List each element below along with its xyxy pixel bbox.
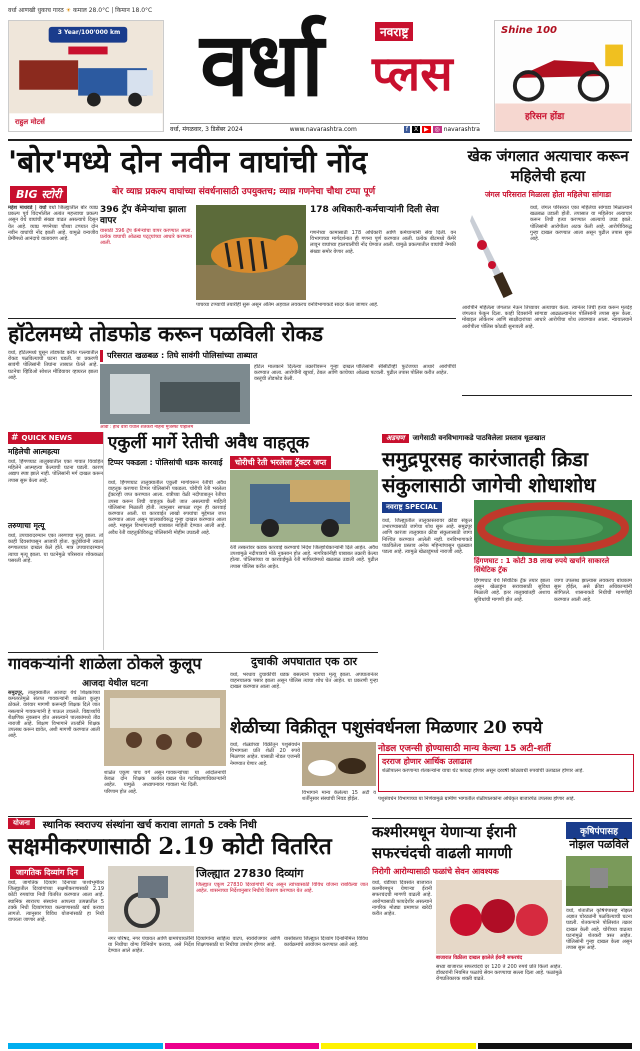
masthead-subtitle: प्लस xyxy=(372,46,453,102)
stadium-kicker-bar xyxy=(382,432,632,444)
accident-headline: दुचाकी अपघातात एक ठार xyxy=(250,655,358,668)
cyan-mark xyxy=(8,1043,163,1049)
stadium-kicker: जागेसाठी वनविभागाकडे पाठविलेला प्रस्ताव धूळखात xyxy=(412,433,546,442)
quick-news-item-2: तरुणाचा मृत्यू xyxy=(8,521,45,530)
farm-photo xyxy=(566,856,632,906)
school-photo xyxy=(104,690,226,766)
weather-strip: वर्धा आणखी धुकाच गारठ ☀ कमाल 28.0°C | किमान 18.0°C xyxy=(8,7,153,14)
milk-body-3: पशुसंवर्धन विभागाच्या या निर्णयामुळे ग्रामीण भागातील शेळीपालकांना अधिकृत बाजारपेठ उपलब्ध होणार आहे. xyxy=(378,796,576,802)
milk-box-title: दरराज होणार आर्थिक उलाढाल xyxy=(382,757,472,766)
apple-body-1: वर्धा, थंडीच्या दिवसांत बाजारात कश्मीरमधून येणाऱ्या ईरानी सफरचंदची मागणी वाढली आहे. आरोग्यासाठी फायदेशीर असल्याने नागरिक मोठ्या प्रमाणात खरेदी करीत आहेत. xyxy=(372,880,432,918)
hotel-headline: हॉटेलमध्ये तोडफोड करून पळविली रोकड xyxy=(8,321,323,346)
yojana-headline: स्थानिक स्वराज्य संस्थांना खर्च करावा लागतो 5 टक्के निधी xyxy=(42,819,257,831)
x-icon[interactable]: X xyxy=(413,126,419,133)
ad-right-bike xyxy=(494,20,632,132)
disability-stat: जिल्ह्यात 27830 दिव्यांग xyxy=(196,867,304,880)
lead-sub-2: 178 अधिकारी-कर्मचाऱ्यांनी दिली सेवा xyxy=(310,205,439,215)
bhavak-box xyxy=(462,395,632,396)
temp-min: किमान 18.0°C xyxy=(115,7,153,14)
dateline-bar xyxy=(170,123,480,136)
quick-news-title: QUICK NEWS xyxy=(21,434,73,442)
sand-deck: चोरीची रेती भरलेला ट्रॅक्टर जप्त xyxy=(230,456,331,469)
temp-max: कमाल 28.0°C xyxy=(73,7,110,14)
ad-left-headline: 3 Year/100'000 km xyxy=(57,29,121,36)
quick-news-panel xyxy=(8,432,104,650)
hotel-deck: परिसरात खळबळ : तिघे सावंगी पोलिसांच्या ताब्यात xyxy=(100,350,456,362)
farm-body: वर्धा, शेतातील कृषिपंपासह नोझल अज्ञात चोरट्यांनी पळविल्याची घटना घडली. शेतकऱ्याने पोलिसांत तक्रार दाखल केली आहे. चोरीच्या वाढत्या घटनांमुळे शेतकरी त्रस्त आहेत. पोलिसांनी गुन्हा दाखल केला असून तपास सुरू आहे. xyxy=(566,908,632,952)
disability-stat-body: जिल्ह्यात एकूण 27830 दिव्यांगांची नोंद असून त्यांच्यासाठी विविध योजना राबविल्या जात आहेत. शासनाच्या निर्देशानुसार निधीचे वितरण करण्यात येत आहे. xyxy=(196,882,368,895)
apple-photo xyxy=(436,880,562,954)
magenta-mark xyxy=(165,1043,320,1049)
apple-body-2: सध्या बाजारात सफरचंदचे दर 120 ते 200 रुपये प्रति किलो आहेत. डॉक्टरांनी नियमित फळांचे सेवन करण्याचा सल्ला दिला आहे. फळांमुळे रोगप्रतिकारक शक्ती वाढते. xyxy=(436,964,562,983)
hotel-body-2: हॉटेल मालकाने दिलेल्या तक्रारीवरून गुन्हा दाखल करण्यात आला. आरोपींनी खुर्च्या, टेबल आणि काचेच्या वस्तूंची तोडफोड केली. xyxy=(254,364,354,383)
black-mark xyxy=(478,1043,633,1049)
disability-headline: सक्षमीकरणासाठी 2.19 कोटी वितरित xyxy=(8,833,332,860)
yojana-bar xyxy=(8,816,368,830)
disability-body-4: यासोबतच जिल्ह्यात दिव्यांग दिनानिमित्त विविध कार्यक्रमांचे आयोजन करण्यात आले आहे. xyxy=(284,936,368,949)
site-url[interactable]: www.navarashtra.com xyxy=(289,126,357,133)
knife-photo xyxy=(462,205,526,300)
wheelchair-photo xyxy=(108,866,194,932)
stadium-body-1: वर्धा, जिल्ह्यातील तालुकास्तरावर क्रीडा संकुल उभारण्यासाठी जागेचा शोध सुरू आहे. समुद्रपूर आणि कारंजा तालुक्यात क्रीडा संकुलासाठी जागा निश्चित करण्यात आलेली नाही. वनविभागाकडे पाठविलेला प्रस्ताव अनेक महिन्यांपासून धूळखात पडला आहे. त्यामुळे खेळाडूंमध्ये नाराजी आहे. xyxy=(382,518,472,556)
lead-body-1: महेश माधवडे | वर्धा वर्धा जिल्ह्यातील बोर व्याघ्र प्रकल्प पूर्व विदर्भातील अत्यंत महत्त्वाचा प्रकल्प असून येथे वाघांची संख्या वाढत असल्याचे दिसून येत आहे. व्याघ्र गणनेच्या चौथ्या टप्प्यात दोन नवीन वाघांची नोंद झाली आहे. यामुळे वन्यजीव प्रेमींमध्ये आनंदाचे वातावरण आहे. xyxy=(8,205,98,243)
rule-apple xyxy=(372,818,632,819)
masthead-title: वर्धा xyxy=(200,12,322,116)
youtube-icon[interactable]: ▶ xyxy=(423,126,429,133)
milk-deck: नोडल एजन्सी होण्यासाठी मान्य केल्या 15 अटी-शर्ती xyxy=(378,744,551,754)
sand-body-2: रेती तस्करांवर कडक कारवाई करण्याचे निर्देश जिल्हाधिकाऱ्यांनी दिले आहेत. अवैध उपशामुळे नदीपात्राचे मोठे नुकसान होत आहे. नागरिकांनीही याबाबत तक्रारी केल्या होत्या. पोलिसांच्या या कारवाईमुळे रेती माफियांमध्ये खळबळ उडाली आहे. पुढील तपास पोलिस करीत आहेत. xyxy=(230,545,378,570)
ad-left-brand: राहुल मोटर्स xyxy=(15,118,45,126)
school-deck: आजदा येथील घटना xyxy=(82,679,148,689)
rule-school xyxy=(8,652,378,653)
hotel-photo xyxy=(100,364,250,424)
milk-body-1: वर्धा, शेळ्यांच्या विक्रीतून पशुसंवर्धन विभागाला प्रति शेळी 20 रुपये मिळणार आहेत. यासाठी नोडल एजन्सी नेमण्यात येणार आहे. xyxy=(230,742,300,767)
yellow-mark xyxy=(321,1043,476,1049)
milk-body-2: विभागाने मान्य केलेल्या 15 अटी व शर्तींनुसार संस्थांची निवड होईल. xyxy=(302,790,376,803)
goats-photo xyxy=(302,742,376,786)
disability-body-1: वर्धा, जागतिक दिव्यांग दिनाच्या पार्श्वभूमीवर जिल्ह्यातील दिव्यांगांच्या सक्षमीकरणासाठी 2.19 कोटी रुपयांचा निधी वितरित करण्यात आला आहे. स्थानिक स्वराज्य संस्थांना आपल्या उत्पन्नातील 5 टक्के निधी दिव्यांगांच्या कल्याणासाठी खर्च करावा लागतो. त्यानुसार विविध योजनांसाठी हा निधी वापरला जाणार आहे. xyxy=(8,880,104,924)
ad-right-dealer: हरिसन होंडा xyxy=(525,112,565,122)
quick-news-item-1: महिलेची आत्महत्या xyxy=(8,447,60,456)
milk-headline: शेळीच्या विक्रीतून पशुसंवर्धनला मिळणार 20 रुपये xyxy=(230,718,543,738)
lead-badge: BIG स्टोरी xyxy=(10,186,67,203)
stadium-caption: हिंगणघाट : 1 कोटी 38 लाख रुपये खर्चाने साकारले सिंथेटिक ट्रॅक xyxy=(474,557,610,574)
hotel-body-3: पोलिसांनी सीसीटीव्ही फुटेजच्या आधारे आरोपींची ओळख पटवली. पुढील तपास पोलिस करीत आहेत. xyxy=(356,364,456,377)
milk-box-body: शेळीपालन करणाऱ्या शेतकऱ्यांना याचा थेट फायदा होणार असून दरवर्षी कोट्यवधी रुपयांची उलाढाल होणार आहे. xyxy=(382,768,584,774)
milk-box xyxy=(378,754,634,792)
ad-right-brand: Shine 100 xyxy=(501,25,558,36)
right-top-deck: जंगल परिसरात मिळाला होता महिलेचा सांगाडा xyxy=(484,190,612,199)
ad-left-truck xyxy=(8,20,164,132)
quick-news-body-2: वर्धा, उपचारादरम्यान एका तरुणाचा मृत्यू झाला. तो काही दिवसांपासून आजारी होता. कुटुंबीयांनी त्याला रुग्णालयात दाखल केले होते. मात्र उपचारादरम्यान त्याचा मृत्यू झाला. या घटनेमुळे परिसरात शोककळा पसरली आहे. xyxy=(8,533,103,564)
lead-deck-1: बोर व्याघ्र प्रकल्प वाघांच्या संवर्धनासाठी उपयुक्तच; xyxy=(112,187,277,197)
weather-text: वर्धा आणखी धुकाच गारठ xyxy=(8,7,64,14)
disability-body-2: नगर परिषद, नगर पंचायत आणि ग्रामपंचायतींनी या निधीचा योग्य विनियोग करावा, असे निर्देश देण्यात आले आहेत. xyxy=(108,936,194,955)
hotel-body-1: वर्धा, हॉटेलमध्ये घुसून तोडफोड करीत गल्ल्यातील रोकड पळविल्याची घटना घडली. या प्रकरणी सावंगी पोलिसांनी तिघांना ताब्यात घेतले आहे. घटनेचा व्हिडिओ सोशल मीडियावर व्हायरल झाला आहे. xyxy=(8,350,98,381)
stadium-tag: अडचण xyxy=(382,434,409,443)
instagram-icon[interactable]: ◎ xyxy=(434,126,440,133)
right-top-body-2: आरोपीने महिलेला जंगलात नेऊन तिच्यावर अत्याचार केला. त्यानंतर तिची हत्या करून मृतदेह जंगलात फेकून दिला. काही दिवसांनी सांगाडा आढळल्यानंतर पोलिसांनी तपास सुरू केला. मोबाइल लोकेशन आणि साक्षीदारांच्या आधारे आरोपीचा शोध लावण्यात आला. न्यायालयाने आरोपीला पोलिस कोठडी सुनावली आहे. xyxy=(462,305,632,330)
stadium-track-photo xyxy=(474,500,632,556)
apple-deck: निरोगी आरोग्यासाठी फळांचे सेवन आवश्यक xyxy=(372,867,499,876)
right-top-headline: खेक जंगलात अत्याचार करून महिलेची हत्या xyxy=(467,147,629,185)
school-headline: गावकऱ्यांनी शाळेला ठोकले कुलूप xyxy=(8,654,202,673)
social-handle: navarashtra xyxy=(443,126,480,133)
print-registration-marks xyxy=(8,1043,632,1049)
sand-headline: एकुर्ली मार्गे रेतीची अवैध वाहतूक xyxy=(108,433,309,453)
farm-tag: कृषिपंपासह xyxy=(566,822,632,839)
rule-hotel xyxy=(8,318,456,319)
hash-icon: # xyxy=(11,433,19,443)
right-top-body-1: वर्धा, जंगल परिसरात एका महिलेचा सांगाडा मिळाल्याने खळबळ उडाली होती. तपासात या महिलेवर अत्याचार करून तिची हत्या करण्यात आल्याचे उघड झाले. पोलिसांनी आरोपीला अटक केली आहे. आरोपीविरुद्ध गुन्हा दाखल करण्यात आला असून पुढील तपास सुरू आहे. xyxy=(530,205,632,243)
school-body-2: शाळेत एकूण पाच वर्ग असून केवळ दोन शिक्षक कार्यरत आहेत. यामुळे अध्यापनावर परिणाम होत आहे. xyxy=(104,770,164,795)
apple-headline: कश्मीरमधून येणाऱ्या ईरानी सफरचंदची वाढली मागणी xyxy=(372,823,517,862)
lead-headline: 'बोर'मध्ये दोन नवीन वाघांची नोंद xyxy=(8,145,368,180)
disability-body-3: दिव्यांगांना साहित्य वाटप, स्वयंरोजगार आणि शिक्षणासाठी या निधीचा उपयोग होणार आहे. xyxy=(196,936,280,949)
dateline: वर्धा, मंगळवार, 3 डिसेंबर 2024 xyxy=(170,126,243,133)
masthead-brand: नवराष्ट्र xyxy=(375,22,413,41)
social-icons xyxy=(404,124,480,136)
facebook-icon[interactable]: f xyxy=(405,126,409,133)
yojana-tag: योजना xyxy=(8,818,35,829)
farm-headline: नोझल पळविले xyxy=(569,838,629,851)
school-body-1: समुद्रपूर, तालुक्यातील आजदा येथे शिक्षकांच्या कमतरतेमुळे संतप्त गावकऱ्यांनी शाळेला कुलूप ठोकले. वारंवार मागणी करूनही शिक्षक दिले जात नसल्याने गावकऱ्यांनी हे पाऊल उचलले. विद्यार्थ्यांचे शैक्षणिक नुकसान होत असल्याने पालकांमध्ये तीव्र नाराजी आहे. शिक्षण विभागाने तातडीने शिक्षक उपलब्ध करून द्यावेत, अशी मागणी करण्यात आली आहे. xyxy=(8,690,100,740)
lead-body-4: पाचव्या टप्प्याची तयारीही सुरू असून अंतिम अहवाल लवकरच वनविभागाकडे सादर केला जाणार आहे. xyxy=(196,302,379,308)
apple-caption: बाजारात विक्रीला दाखल झालेले ईरानी सफरचंद xyxy=(436,955,523,961)
disability-tag: जागतिक दिव्यांग दिन xyxy=(10,866,84,879)
hotel-caption: आर्वी : हेचि वारी येथील शेतकरी नहिना मुजस्फा पोहोलम xyxy=(100,425,194,430)
lead-tiger-photo xyxy=(196,205,306,300)
masthead-rule xyxy=(8,139,632,141)
stadium-body-2: हिंगणघाट येथे सिंथेटिक ट्रॅक तयार झाला असून खेळाडूंना सरावासाठी सुविधा मिळाली आहे. इतर तालुक्यांतही अशाच सुविधांची मागणी होत आहे. xyxy=(474,578,550,603)
lead-byline: महेश माधवडे | वर्धा xyxy=(8,205,47,211)
school-body-3: गावकऱ्यांच्या या आंदोलनाची दखल घेत गटशिक्षणाधिकाऱ्यांनी गावाला भेट दिली. xyxy=(166,770,226,789)
lead-body-3: गणनेच्या कामासाठी 178 अधिकारी आणि कर्मचाऱ्यांनी सेवा दिली. वन विभागाच्या मार्गदर्शनात ही गणना पूर्ण करण्यात आली. प्रत्येक बीटमध्ये कॅमेरे लावून वाघांच्या हालचालींची नोंद घेण्यात आली. यामुळे प्रकल्पातील वाघांची नेमकी संख्या समोर येणार आहे. xyxy=(310,230,456,255)
lead-deck-2: व्याघ्र गणनेचा चौथा टप्पा पूर्ण xyxy=(279,187,376,197)
quick-news-header xyxy=(8,432,103,444)
stadium-headline: समुद्रपूरसह कारंजातही क्रिडा संकुलासाठी जागेची शोधाशोध xyxy=(382,447,596,497)
lead-body-2: यासाठी 396 ट्रॅप कॅमेऱ्यांचा वापर करण्यात आला. प्रत्येक वाघाची ओळख पट्ट्यांच्या आधारे करण्यात आली. xyxy=(100,228,192,247)
quick-news-body-1: वर्धा, हिंगणघाट तालुक्यातील एका गावात विवाहित महिलेने आत्महत्या केल्याची घटना घडली. कारण अद्याप स्पष्ट झाले नाही. पोलिसांनी मर्ग दाखल करून तपास सुरू केला आहे. xyxy=(8,459,103,484)
sand-body-1: वर्धा, हिंगणघाट तालुक्यातील एकुर्ली मार्गावरून रेतीची अवैध वाहतूक करणारा टिप्पर पोलिसांनी पकडला. चोरीची रेती भरलेला ट्रॅक्टरही जप्त करण्यात आला. रात्रीच्या वेळी नदीपात्रातून रेतीचा उपसा करून तिची वाहतूक केली जात असल्याची माहिती पोलिसांना मिळाली होती. त्यानुसार सापळा रचून ही कारवाई करण्यात आली. या कारवाईत लाखो रुपयांचा मुद्देमाल जप्त करण्यात आला असून चालकाविरुद्ध गुन्हा दाखल करण्यात आला आहे. महसूल विभागालाही याबाबत माहिती देण्यात आली आहे. अवैध रेती वाहतुकीविरुद्ध पोलिसांनी मोहीम उघडली आहे. xyxy=(108,480,226,536)
lead-sub-1: 396 ट्रॅप कॅमेऱ्यांचा झाला वापर xyxy=(100,205,187,226)
accident-body: वर्धा, भरधाव दुचाकीची धडक बसल्याने एकाचा मृत्यू झाला. अपघातानंतर वाहनचालक पसार झाला असून पोलिस त्याचा शोध घेत आहेत. या प्रकरणी गुन्हा दाखल करण्यात आला आहे. xyxy=(230,672,378,691)
lead-deck xyxy=(112,186,456,198)
sand-truck-photo xyxy=(230,470,378,542)
stadium-special: नवराष्ट्र SPECIAL xyxy=(382,502,442,513)
weather-sun-icon: ☀ xyxy=(65,7,72,14)
stadium-body-3: जागा उपलब्ध झाल्यास लवकरच बांधकाम सुरू होईल, असे क्रीडा अधिकाऱ्यांनी सांगितले. शासनाकडे निधीची मागणीही करण्यात आली आहे. xyxy=(554,578,632,603)
sand-sub: टिप्पर पकडला : पोलिसांची धडक कारवाई xyxy=(108,458,223,467)
